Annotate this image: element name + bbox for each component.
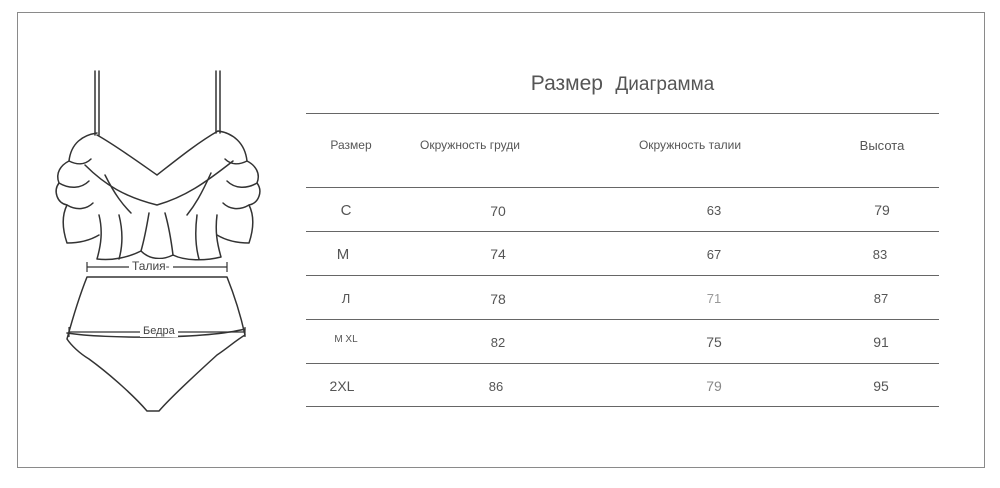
title-part-chart: Диаграмма bbox=[615, 74, 715, 95]
table-cell-bust: 86 bbox=[488, 379, 504, 394]
table-cell-waist: 63 bbox=[706, 203, 722, 218]
header-size: Размер bbox=[330, 138, 372, 152]
table-rule-bottom bbox=[306, 406, 939, 407]
table-cell-height: 79 bbox=[874, 202, 890, 218]
table-cell-size: 2XL bbox=[329, 378, 355, 394]
table-cell-height: 95 bbox=[873, 378, 889, 394]
table-rule-header bbox=[306, 187, 939, 188]
table-cell-bust: 78 bbox=[490, 291, 506, 307]
table-cell-waist: 79 bbox=[706, 378, 722, 394]
header-bust: Окружность груди bbox=[420, 138, 520, 152]
header-height: Высота bbox=[859, 138, 905, 153]
table-cell-waist: 67 bbox=[706, 247, 722, 262]
table-cell-height: 91 bbox=[873, 334, 889, 350]
hips-label: Бедра bbox=[140, 325, 178, 337]
header-waist: Окружность талии bbox=[638, 138, 742, 152]
table-cell-size: M XL bbox=[334, 334, 358, 345]
table-cell-size: C bbox=[340, 202, 352, 219]
table-rule-top bbox=[306, 113, 939, 114]
swimsuit-illustration bbox=[45, 65, 275, 415]
table-cell-bust: 74 bbox=[490, 246, 506, 262]
table-cell-bust: 70 bbox=[490, 203, 506, 219]
table-cell-height: 83 bbox=[872, 247, 888, 262]
title-part-size: Размер bbox=[530, 72, 603, 95]
table-cell-waist: 75 bbox=[706, 334, 722, 350]
table-cell-height: 87 bbox=[873, 291, 889, 306]
table-rule-row4 bbox=[306, 363, 939, 364]
table-rule-row3 bbox=[306, 319, 939, 320]
table-cell-bust: 82 bbox=[490, 335, 506, 350]
page-title bbox=[306, 72, 939, 102]
table-cell-size: Л bbox=[341, 291, 351, 306]
waist-label: Талия- bbox=[129, 259, 173, 273]
table-cell-waist: 71 bbox=[706, 291, 722, 306]
table-cell-size: M bbox=[336, 246, 350, 263]
table-rule-row1 bbox=[306, 231, 939, 232]
table-rule-row2 bbox=[306, 275, 939, 276]
